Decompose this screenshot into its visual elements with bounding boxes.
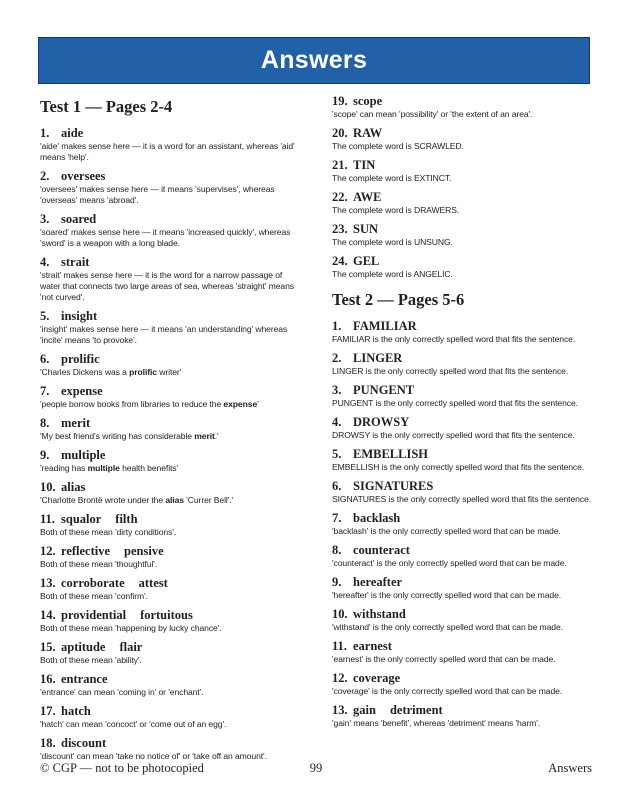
answer-word: earnest xyxy=(353,639,392,653)
answer-explanation xyxy=(40,367,302,378)
test1-heading: Test 1 — Pages 2-4 xyxy=(40,97,173,116)
question-number: 4. xyxy=(332,415,342,429)
explanation-text: ' xyxy=(257,399,259,409)
answer-item xyxy=(332,414,602,441)
question-number: 2. xyxy=(40,169,50,183)
answer-item xyxy=(332,125,602,152)
answer-heading xyxy=(40,308,302,324)
question-number: 8. xyxy=(40,416,50,430)
answer-item xyxy=(40,639,302,666)
page-footer xyxy=(40,761,592,779)
explanation-text: The complete word is SCRAWLED. xyxy=(332,141,464,151)
explanation-text: The complete word is EXTINCT. xyxy=(332,173,452,183)
question-number: 2. xyxy=(332,351,342,365)
answer-explanation xyxy=(332,590,602,601)
answer-word: gain xyxy=(353,703,376,717)
answer-heading xyxy=(332,221,602,237)
question-number: 3. xyxy=(40,212,50,226)
answer-explanation xyxy=(40,141,302,163)
explanation-text: 'Charles Dickens was a xyxy=(40,367,130,377)
answer-heading xyxy=(332,670,602,686)
answer-word-second: fortuitous xyxy=(140,608,193,622)
explanation-text: LINGER is the only correctly spelled word that fits the sentence. xyxy=(332,366,569,376)
answer-word-second: attest xyxy=(138,576,168,590)
explanation-text: 'coverage' is the only correctly spelled word that can be made. xyxy=(332,686,563,696)
explanation-text: 'aide' makes sense here — it is a word for an assistant, whereas 'aid' means 'help'. xyxy=(40,141,295,162)
answer-item xyxy=(332,670,602,697)
answer-word: hatch xyxy=(61,704,91,718)
answer-word: providential xyxy=(61,608,127,622)
answer-item xyxy=(332,638,602,665)
answer-heading xyxy=(332,574,602,590)
explanation-text: Both of these mean 'dirty conditions'. xyxy=(40,527,177,537)
question-number: 10. xyxy=(40,480,56,494)
answer-explanation xyxy=(40,431,302,442)
answer-item xyxy=(332,350,602,377)
answer-explanation xyxy=(332,173,602,184)
page-title: Answers xyxy=(260,46,368,74)
test2-answer-list xyxy=(332,318,602,729)
question-number: 9. xyxy=(40,448,50,462)
answers-banner xyxy=(38,37,590,84)
answer-heading xyxy=(332,478,602,494)
answer-heading xyxy=(40,479,302,495)
answer-item xyxy=(40,125,302,163)
answer-heading xyxy=(332,350,602,366)
answer-explanation xyxy=(332,366,602,377)
copyright-notice: © CGP — not to be photocopied xyxy=(40,761,204,775)
answer-word: insight xyxy=(61,309,98,323)
question-number: 1. xyxy=(332,319,342,333)
question-number: 6. xyxy=(40,352,50,366)
answer-heading xyxy=(40,703,302,719)
answer-heading xyxy=(332,253,602,269)
answer-heading xyxy=(332,510,602,526)
answer-explanation xyxy=(40,687,302,698)
answer-explanation xyxy=(40,399,302,410)
test1-answer-list xyxy=(40,125,302,762)
answer-item xyxy=(332,510,602,537)
answer-explanation xyxy=(332,526,602,537)
answer-item xyxy=(40,735,302,762)
answer-word: EMBELLISH xyxy=(353,447,429,461)
answer-heading xyxy=(40,511,302,527)
highlighted-word: prolific xyxy=(129,367,157,377)
explanation-text: 'people borrow books from libraries to reduce the xyxy=(40,399,224,409)
answer-explanation xyxy=(332,269,602,280)
question-number: 17. xyxy=(40,704,56,718)
explanation-text: 'backlash' is the only correctly spelled word that can be made. xyxy=(332,526,561,536)
answer-item xyxy=(40,351,302,378)
explanation-text: 'counteract' is the only correctly spelled word that can be made. xyxy=(332,558,567,568)
answer-word: scope xyxy=(353,94,383,108)
answer-word: corroborate xyxy=(61,576,125,590)
answer-explanation xyxy=(332,462,602,473)
answer-word: AWE xyxy=(353,190,382,204)
question-number: 6. xyxy=(332,479,342,493)
explanation-text: 'hereafter' is the only correctly spelled word that can be made. xyxy=(332,590,562,600)
question-number: 15. xyxy=(40,640,56,654)
answer-item xyxy=(40,479,302,506)
explanation-text: EMBELLISH is the only correctly spelled word that fits the sentence. xyxy=(332,462,585,472)
answer-item xyxy=(332,93,602,120)
answer-word: merit xyxy=(61,416,91,430)
explanation-text: Both of these mean 'thoughtful'. xyxy=(40,559,158,569)
answer-item xyxy=(332,446,602,473)
answer-explanation xyxy=(332,205,602,216)
answer-item xyxy=(332,478,602,505)
answer-heading xyxy=(332,318,602,334)
answer-heading xyxy=(40,543,302,559)
answer-explanation xyxy=(332,494,602,505)
explanation-text: 'reading has xyxy=(40,463,88,473)
answer-heading xyxy=(40,415,302,431)
answer-explanation xyxy=(40,184,302,206)
answer-word: aptitude xyxy=(61,640,106,654)
answer-explanation xyxy=(40,227,302,249)
answer-item xyxy=(40,447,302,474)
answer-word: reflective xyxy=(61,544,111,558)
answer-heading xyxy=(40,447,302,463)
answer-explanation xyxy=(332,398,602,409)
answer-item xyxy=(332,157,602,184)
answer-word: backlash xyxy=(353,511,401,525)
left-column xyxy=(40,93,302,767)
answer-word: strait xyxy=(61,255,90,269)
highlighted-word: merit xyxy=(194,431,215,441)
question-number: 12. xyxy=(40,544,56,558)
answer-word: SIGNATURES xyxy=(353,479,434,493)
answer-heading xyxy=(40,125,302,141)
explanation-text: 'gain' means 'benefit', whereas 'detriment' means 'harm'. xyxy=(332,718,541,728)
question-number: 9. xyxy=(332,575,342,589)
answer-heading xyxy=(332,93,602,109)
answer-heading xyxy=(332,414,602,430)
question-number: 13. xyxy=(40,576,56,590)
explanation-text: 'entrance' can mean 'coming in' or 'enchant'. xyxy=(40,687,204,697)
answer-word: DROWSY xyxy=(353,415,410,429)
question-number: 7. xyxy=(40,384,50,398)
explanation-text: PUNGENT is the only correctly spelled word that fits the sentence. xyxy=(332,398,578,408)
answer-heading xyxy=(332,606,602,622)
explanation-text: SIGNATURES is the only correctly spelled word that fits the sentence. xyxy=(332,494,591,504)
answer-explanation xyxy=(40,559,302,570)
answer-word: aide xyxy=(61,126,84,140)
answer-item xyxy=(332,318,602,345)
question-number: 11. xyxy=(40,512,55,526)
answer-explanation xyxy=(40,623,302,634)
test1-continued-answer-list xyxy=(332,93,602,280)
answer-heading xyxy=(40,168,302,184)
explanation-text: 'scope' can mean 'possibility' or 'the extent of an area'. xyxy=(332,109,533,119)
question-number: 3. xyxy=(332,383,342,397)
answer-word: RAW xyxy=(353,126,383,140)
right-column xyxy=(332,93,602,734)
explanation-text: The complete word is ANGELIC. xyxy=(332,269,453,279)
answer-item xyxy=(40,511,302,538)
answer-word: FAMILIAR xyxy=(353,319,417,333)
answer-explanation xyxy=(40,655,302,666)
answer-word: multiple xyxy=(61,448,106,462)
answer-word-second: flair xyxy=(119,640,143,654)
answer-item xyxy=(40,607,302,634)
answer-heading xyxy=(40,351,302,367)
question-number: 7. xyxy=(332,511,342,525)
explanation-text: 'earnest' is the only correctly spelled word that can be made. xyxy=(332,654,556,664)
answer-word: GEL xyxy=(353,254,380,268)
answer-word-second: detriment xyxy=(389,703,443,717)
answer-explanation xyxy=(332,622,602,633)
answer-word: hereafter xyxy=(353,575,403,589)
answer-heading xyxy=(332,125,602,141)
answer-item xyxy=(332,606,602,633)
answer-word: PUNGENT xyxy=(353,383,415,397)
answer-heading xyxy=(332,446,602,462)
explanation-text: .' xyxy=(214,431,219,441)
answer-word: TIN xyxy=(353,158,376,172)
answer-heading xyxy=(40,607,302,623)
answer-explanation xyxy=(40,591,302,602)
explanation-text: 'insight' makes sense here — it means 'an understanding' whereas 'incite' means 'to provoke'. xyxy=(40,324,288,345)
explanation-text: 'soared' makes sense here — it means 'increased quickly', whereas 'sword' is a weapon with a long blade. xyxy=(40,227,291,248)
answer-explanation xyxy=(40,324,302,346)
question-number: 23. xyxy=(332,222,348,236)
answer-heading xyxy=(332,382,602,398)
answer-heading xyxy=(40,254,302,270)
answer-word: alias xyxy=(61,480,86,494)
answer-word: discount xyxy=(61,736,107,750)
question-number: 11. xyxy=(332,639,347,653)
question-number: 21. xyxy=(332,158,348,172)
answer-explanation xyxy=(332,141,602,152)
explanation-text: Both of these mean 'ability'. xyxy=(40,655,142,665)
question-number: 22. xyxy=(332,190,348,204)
answer-heading xyxy=(40,671,302,687)
answer-heading xyxy=(332,157,602,173)
answer-explanation xyxy=(40,719,302,730)
answer-item xyxy=(332,702,602,729)
answer-heading xyxy=(332,189,602,205)
answer-heading xyxy=(40,735,302,751)
explanation-text: The complete word is DRAWERS. xyxy=(332,205,460,215)
answer-heading xyxy=(40,383,302,399)
answer-item xyxy=(332,382,602,409)
answer-item xyxy=(40,254,302,303)
question-number: 5. xyxy=(40,309,50,323)
answer-explanation xyxy=(332,654,602,665)
explanation-text: 'oversees' makes sense here — it means 'supervises', whereas 'overseas' means 'abroad'. xyxy=(40,184,275,205)
answer-item xyxy=(40,168,302,206)
explanation-text: Both of these mean 'happening by lucky chance'. xyxy=(40,623,222,633)
answer-item xyxy=(332,221,602,248)
answer-heading xyxy=(332,702,602,718)
answer-item xyxy=(332,253,602,280)
question-number: 13. xyxy=(332,703,348,717)
answer-heading xyxy=(332,638,602,654)
answer-word: entrance xyxy=(61,672,108,686)
highlighted-word: alias xyxy=(165,495,184,505)
answer-heading xyxy=(40,575,302,591)
answer-heading xyxy=(40,211,302,227)
question-number: 18. xyxy=(40,736,56,750)
answer-word-second: pensive xyxy=(124,544,164,558)
answer-word: oversees xyxy=(61,169,106,183)
highlighted-word: multiple xyxy=(87,463,120,473)
answer-word: LINGER xyxy=(353,351,403,365)
answer-explanation xyxy=(332,237,602,248)
answer-word: squalor xyxy=(61,512,102,526)
answer-item xyxy=(40,671,302,698)
answer-item xyxy=(40,383,302,410)
explanation-text: The complete word is UNSUNG. xyxy=(332,237,453,247)
question-number: 4. xyxy=(40,255,50,269)
question-number: 16. xyxy=(40,672,56,686)
question-number: 20. xyxy=(332,126,348,140)
answer-word: counteract xyxy=(353,543,410,557)
answer-word: SUN xyxy=(353,222,379,236)
answer-item xyxy=(332,574,602,601)
answer-explanation xyxy=(40,463,302,474)
explanation-text: 'strait' makes sense here — it is the word for a narrow passage of water that connects two large areas of sea, whereas 'straight' means 'not curved'. xyxy=(40,270,294,302)
page-number: 99 xyxy=(309,761,323,775)
answer-heading xyxy=(332,542,602,558)
explanation-text: 'discount' can mean 'take no notice of' or 'take off an amount'. xyxy=(40,751,267,761)
explanation-text: 'withstand' is the only correctly spelled word that can be made. xyxy=(332,622,563,632)
explanation-text: FAMILIAR is the only correctly spelled word that fits the sentence. xyxy=(332,334,576,344)
question-number: 24. xyxy=(332,254,348,268)
explanation-text: 'My best friend's writing has considerable xyxy=(40,431,195,441)
explanation-text: health benefits' xyxy=(119,463,179,473)
footer-section-label: Answers xyxy=(548,761,592,775)
answer-word: soared xyxy=(61,212,97,226)
answer-item xyxy=(40,543,302,570)
question-number: 10. xyxy=(332,607,348,621)
question-number: 8. xyxy=(332,543,342,557)
answer-word: prolific xyxy=(61,352,100,366)
explanation-text: 'Charlotte Brontë wrote under the xyxy=(40,495,166,505)
answer-explanation xyxy=(332,686,602,697)
explanation-text: Both of these mean 'confirm'. xyxy=(40,591,148,601)
answer-word-second: filth xyxy=(115,512,138,526)
answer-explanation xyxy=(332,109,602,120)
explanation-text: writer' xyxy=(157,367,182,377)
answer-word: expense xyxy=(61,384,103,398)
explanation-text: DROWSY is the only correctly spelled word that fits the sentence. xyxy=(332,430,575,440)
answer-item xyxy=(40,703,302,730)
explanation-text: 'hatch' can mean 'concoct' or 'come out of an egg'. xyxy=(40,719,227,729)
answer-item xyxy=(40,415,302,442)
answer-explanation xyxy=(332,430,602,441)
question-number: 19. xyxy=(332,94,348,108)
answer-explanation xyxy=(332,334,602,345)
answer-explanation xyxy=(332,718,602,729)
answer-item xyxy=(40,308,302,346)
answer-explanation xyxy=(332,558,602,569)
answer-item xyxy=(40,211,302,249)
test2-heading: Test 2 — Pages 5-6 xyxy=(332,290,465,309)
answer-item xyxy=(332,189,602,216)
answer-explanation xyxy=(40,527,302,538)
question-number: 1. xyxy=(40,126,50,140)
answer-explanation xyxy=(40,270,302,303)
answer-item xyxy=(332,542,602,569)
answer-heading xyxy=(40,639,302,655)
explanation-text: 'Currer Bell'.' xyxy=(183,495,234,505)
answer-word: coverage xyxy=(353,671,401,685)
highlighted-word: expense xyxy=(223,399,258,409)
answer-word: withstand xyxy=(353,607,406,621)
question-number: 14. xyxy=(40,608,56,622)
question-number: 5. xyxy=(332,447,342,461)
answer-explanation xyxy=(40,495,302,506)
answer-item xyxy=(40,575,302,602)
question-number: 12. xyxy=(332,671,348,685)
